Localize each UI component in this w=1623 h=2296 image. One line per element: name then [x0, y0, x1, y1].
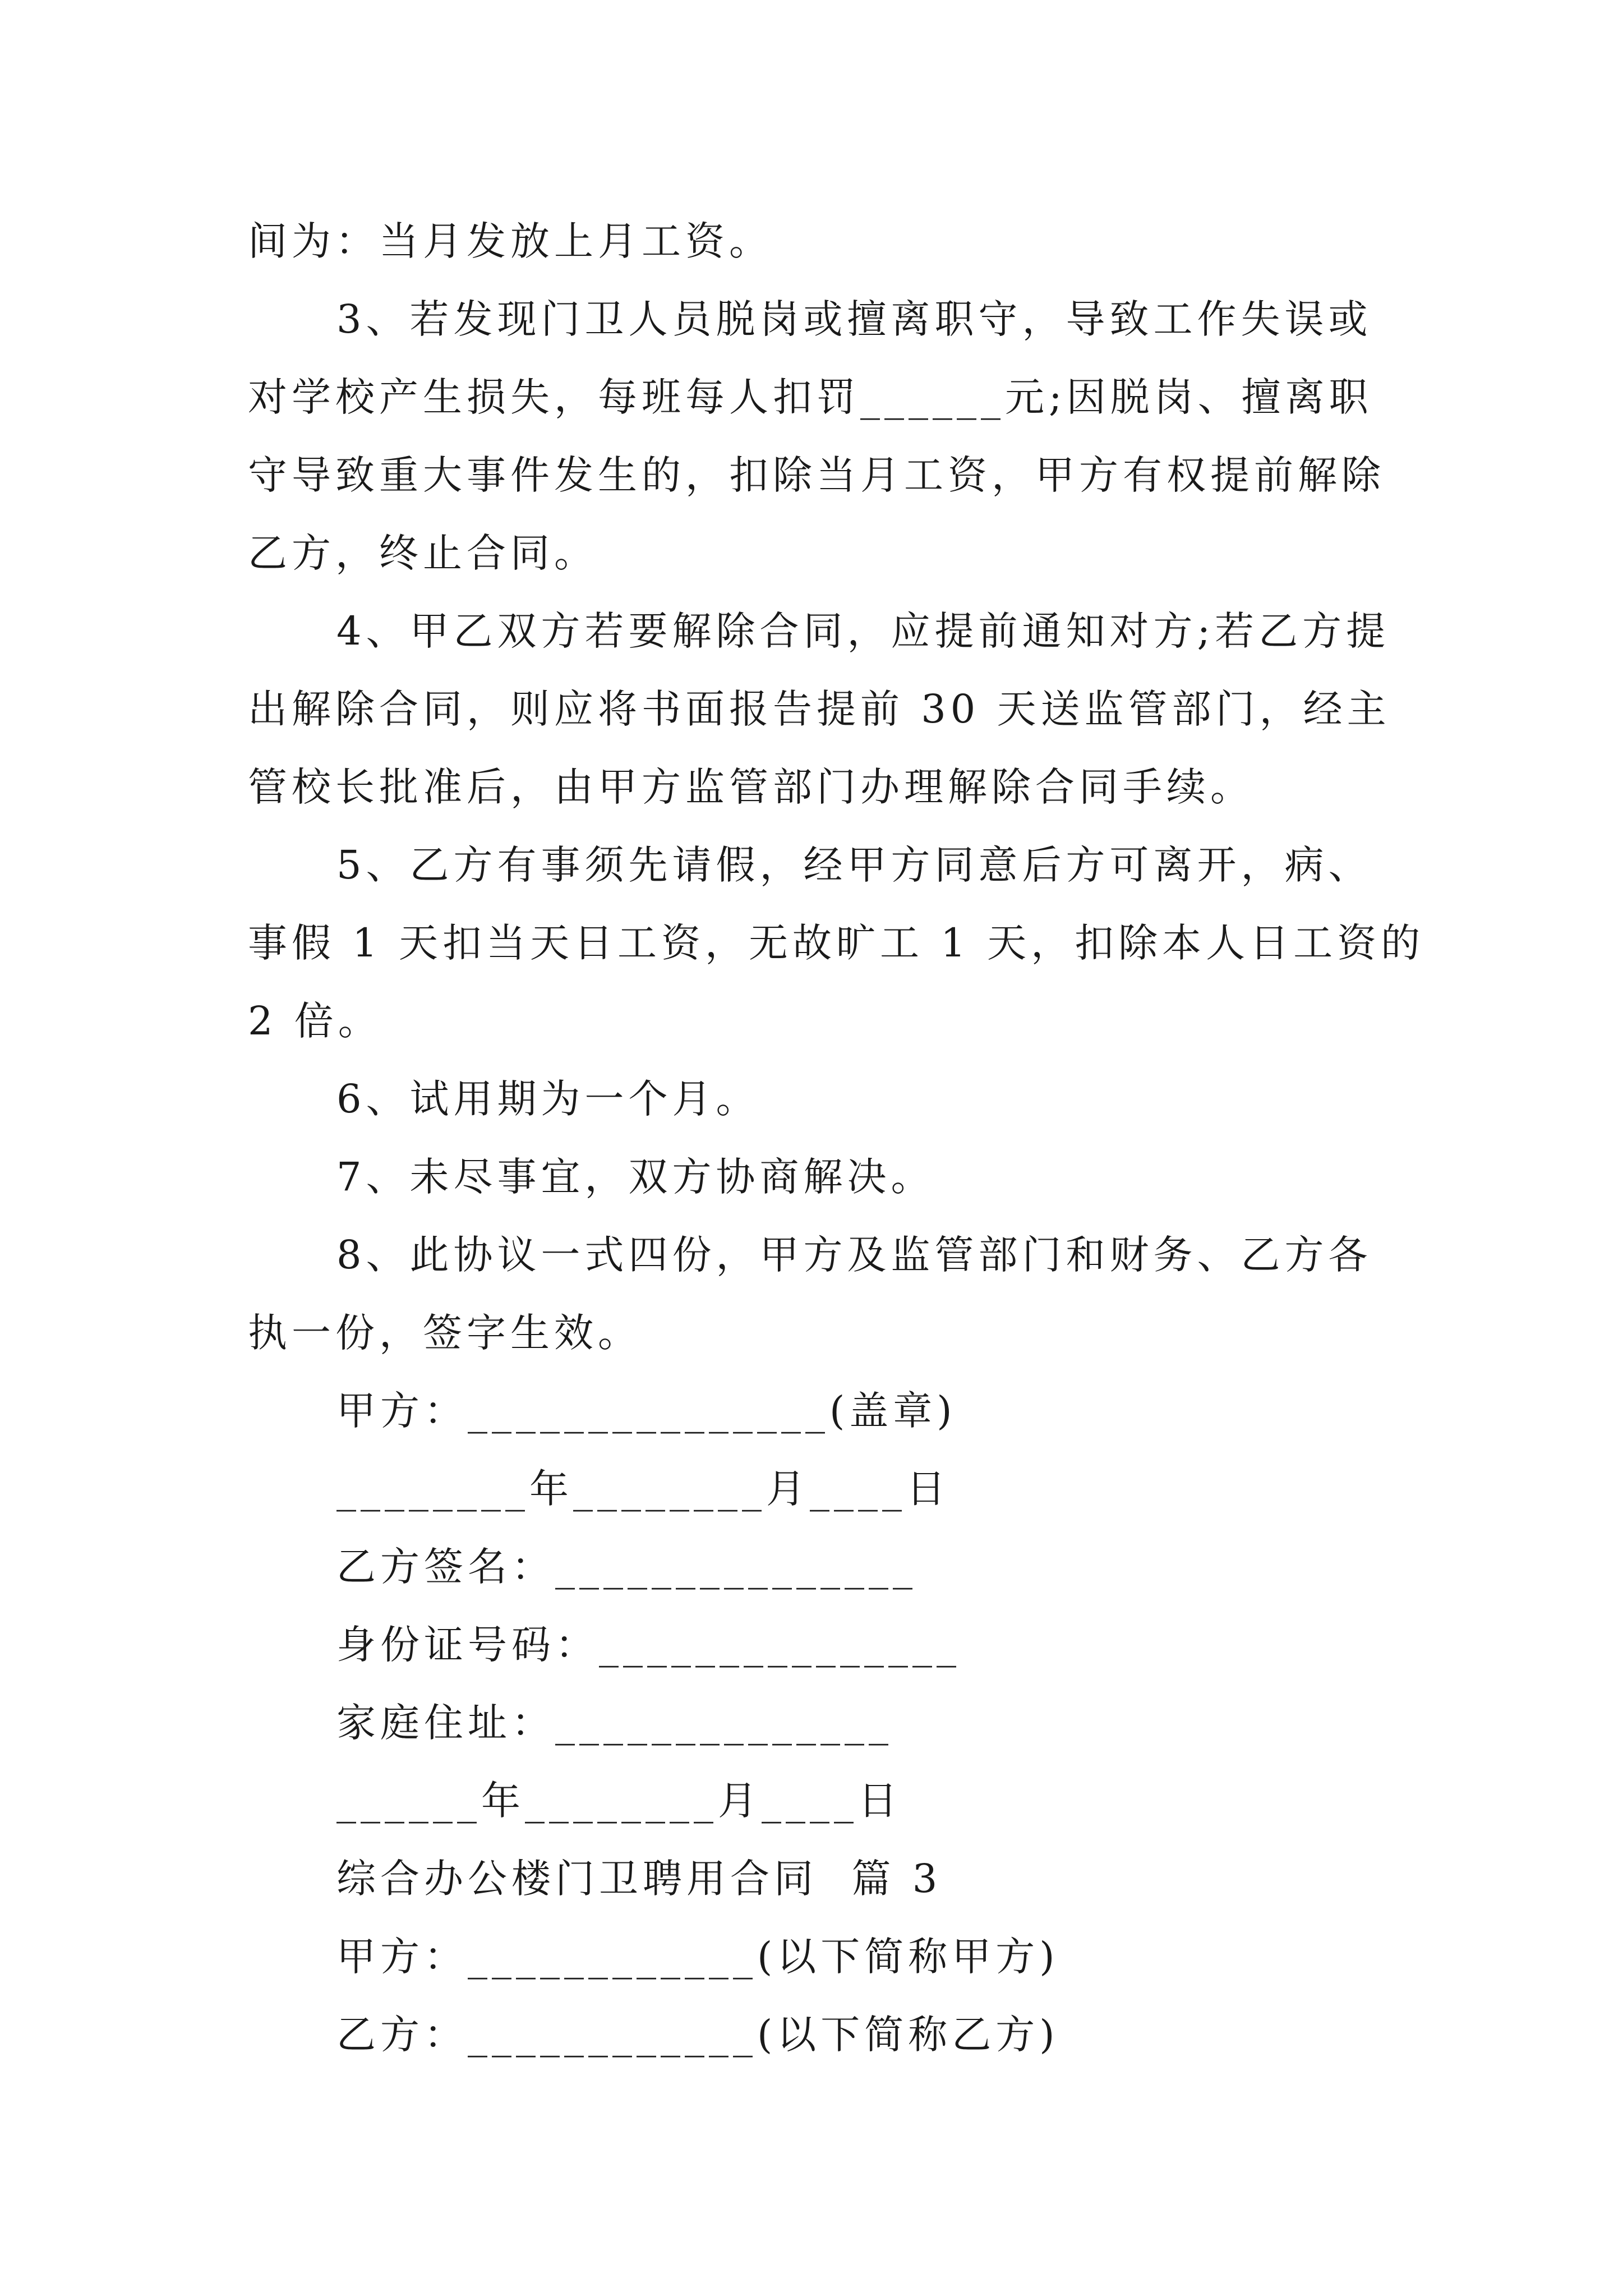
- clause-6-line: 6、试用期为一个月。: [336, 1076, 760, 1122]
- date-line: ______年________月____日: [336, 1778, 902, 1824]
- clause-4-line: 4、甲乙双方若要解除合同，应提前通知对方;若乙方提: [336, 608, 1390, 654]
- text-line: 间为：当月发放上月工资。: [248, 218, 773, 264]
- clause-5-line: 5、乙方有事须先请假，经甲方同意后方可离开，病、: [336, 842, 1372, 888]
- date-line: ________年________月____日: [336, 1466, 950, 1512]
- clause-3-line: 3、若发现门卫人员脱岗或擅离职守，导致工作失误或: [336, 296, 1372, 342]
- text-line: 执一份，签字生效。: [248, 1310, 642, 1356]
- text-line: 2 倍。: [248, 998, 382, 1044]
- text-line: 事假 1 天扣当天日工资，无故旷工 1 天，扣除本人日工资的: [248, 920, 1425, 966]
- home-address-line: 家庭住址：______________: [336, 1700, 893, 1746]
- party-b-signature-line: 乙方签名：_______________: [336, 1544, 917, 1590]
- id-number-line: 身份证号码：_______________: [336, 1622, 961, 1668]
- clause-7-line: 7、未尽事宜，双方协商解决。: [336, 1154, 935, 1200]
- text-line: 对学校产生损失，每班每人扣罚______元;因脱岗、擅离职: [248, 374, 1373, 420]
- text-line: 管校长批准后，由甲方监管部门办理解除合同手续。: [248, 764, 1254, 810]
- text-line: 出解除合同，则应将书面报告提前 30 天送监管部门，经主: [248, 686, 1391, 732]
- section-heading: 综合办公楼门卫聘用合同 篇 3: [336, 1856, 942, 1902]
- party-a-line: 甲方：____________(以下简称甲方): [336, 1934, 1059, 1980]
- party-b-line: 乙方：____________(以下简称乙方): [336, 2012, 1059, 2058]
- text-line: 乙方，终止合同。: [248, 530, 598, 576]
- clause-8-line: 8、此协议一式四份，甲方及监管部门和财务、乙方各: [336, 1232, 1372, 1278]
- text-line: 守导致重大事件发生的，扣除当月工资，甲方有权提前解除: [248, 452, 1385, 498]
- party-a-seal-line: 甲方：_______________(盖章): [336, 1388, 957, 1434]
